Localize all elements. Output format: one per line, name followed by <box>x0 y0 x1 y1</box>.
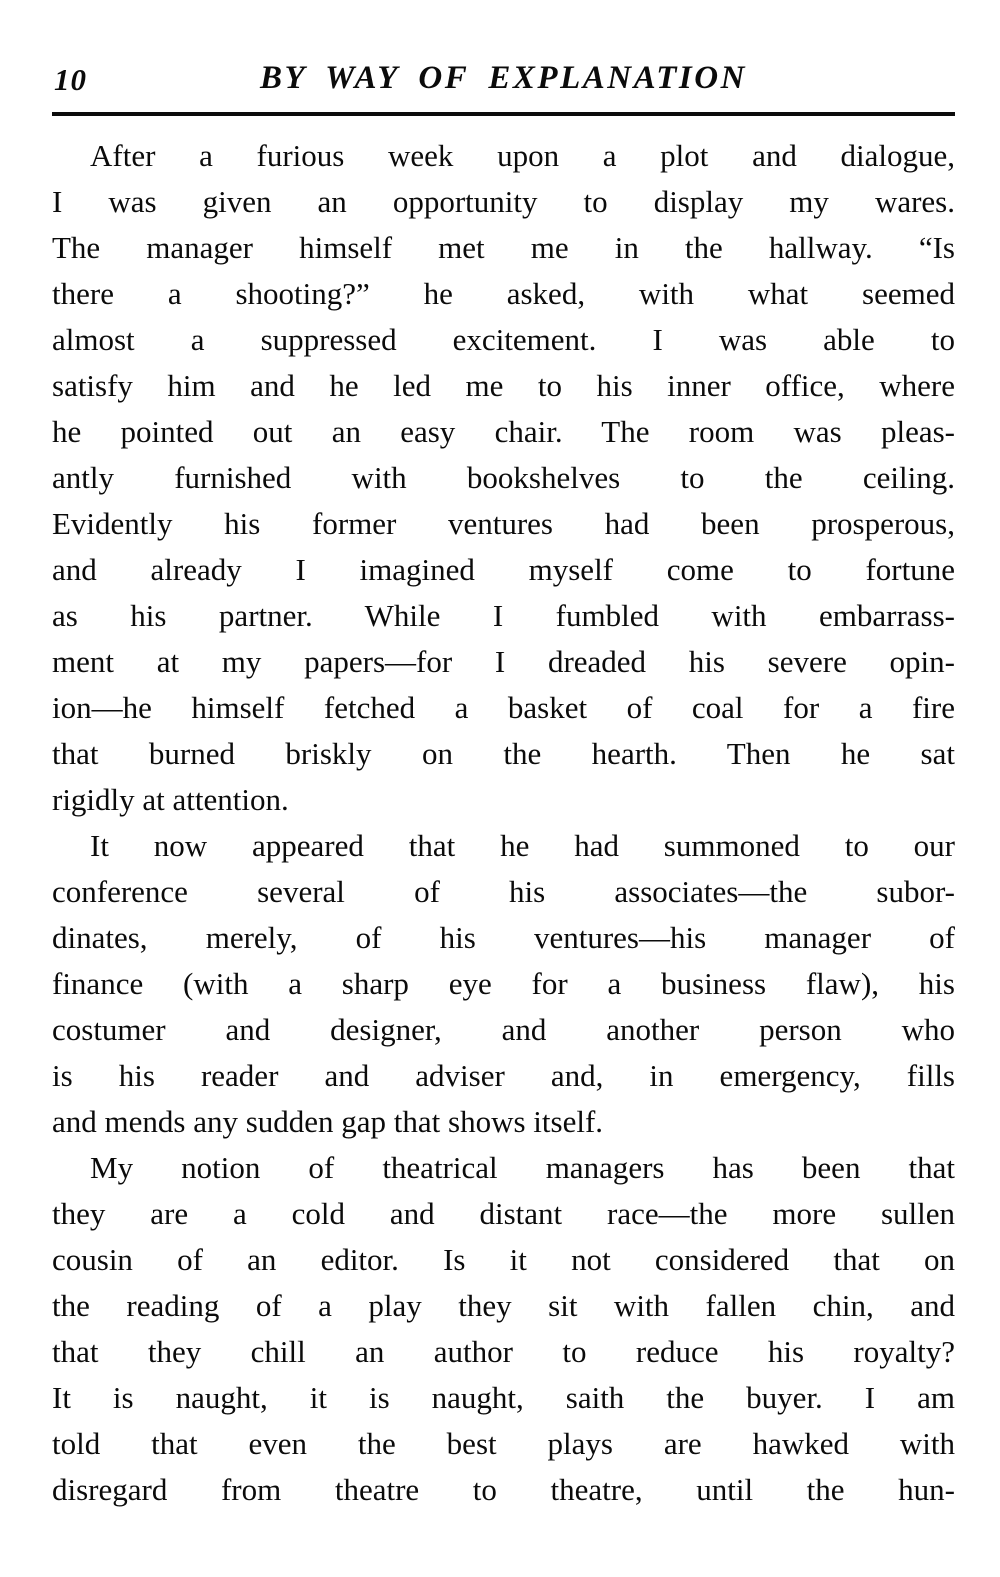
text-line: almost a suppressed excitement. I was able to <box>52 322 955 357</box>
text-line: rigidly at attention. <box>52 782 289 817</box>
text-line: I was given an opportunity to display my wares. <box>52 184 955 219</box>
text-line: disregard from theatre to theatre, until the hun- <box>52 1472 955 1507</box>
text-line: cousin of an editor. Is it not considered that on <box>52 1242 955 1277</box>
text-line: told that even the best plays are hawked with <box>52 1426 955 1461</box>
text-line: satisfy him and he led me to his inner office, where <box>52 368 955 403</box>
page-title: BY WAY OF EXPLANATION <box>260 60 747 96</box>
page-number: 10 <box>54 62 87 97</box>
text-line: dinates, merely, of his ventures—his manager of <box>52 920 955 955</box>
header-rule <box>52 112 955 116</box>
paragraph <box>52 133 955 823</box>
text-line: ion—he himself fetched a basket of coal for a fire <box>52 690 955 725</box>
text-line: is his reader and adviser and, in emergency, fills <box>52 1058 955 1093</box>
text-line: antly furnished with bookshelves to the ceiling. <box>52 460 955 495</box>
text-line: The manager himself met me in the hallway. “Is <box>52 230 955 265</box>
text-line: that they chill an author to reduce his royalty? <box>52 1334 955 1369</box>
text-line: conference several of his associates—the subor- <box>52 874 955 909</box>
text-line: costumer and designer, and another person who <box>52 1012 955 1047</box>
text-line: It is naught, it is naught, saith the buyer. I am <box>52 1380 955 1415</box>
body-text <box>52 133 955 1513</box>
text-line: there a shooting?” he asked, with what seemed <box>52 276 955 311</box>
text-line: ment at my papers—for I dreaded his severe opin- <box>52 644 955 679</box>
text-line: It now appeared that he had summoned to our <box>90 828 955 863</box>
text-line: as his partner. While I fumbled with embarrass- <box>52 598 955 633</box>
text-line: they are a cold and distant race—the more sullen <box>52 1196 955 1231</box>
paragraph <box>52 1145 955 1513</box>
text-line: After a furious week upon a plot and dialogue, <box>90 138 955 173</box>
text-line: he pointed out an easy chair. The room was pleas- <box>52 414 955 449</box>
text-line: Evidently his former ventures had been prosperous, <box>52 506 955 541</box>
text-line: that burned briskly on the hearth. Then he sat <box>52 736 955 771</box>
running-head <box>52 60 955 98</box>
text-line: My notion of theatrical managers has been that <box>90 1150 955 1185</box>
text-line: and already I imagined myself come to fortune <box>52 552 955 587</box>
text-line: the reading of a play they sit with fallen chin, and <box>52 1288 955 1323</box>
text-line: and mends any sudden gap that shows itself. <box>52 1104 604 1139</box>
paragraph <box>52 823 955 1145</box>
text-line: finance (with a sharp eye for a business flaw), his <box>52 966 955 1001</box>
